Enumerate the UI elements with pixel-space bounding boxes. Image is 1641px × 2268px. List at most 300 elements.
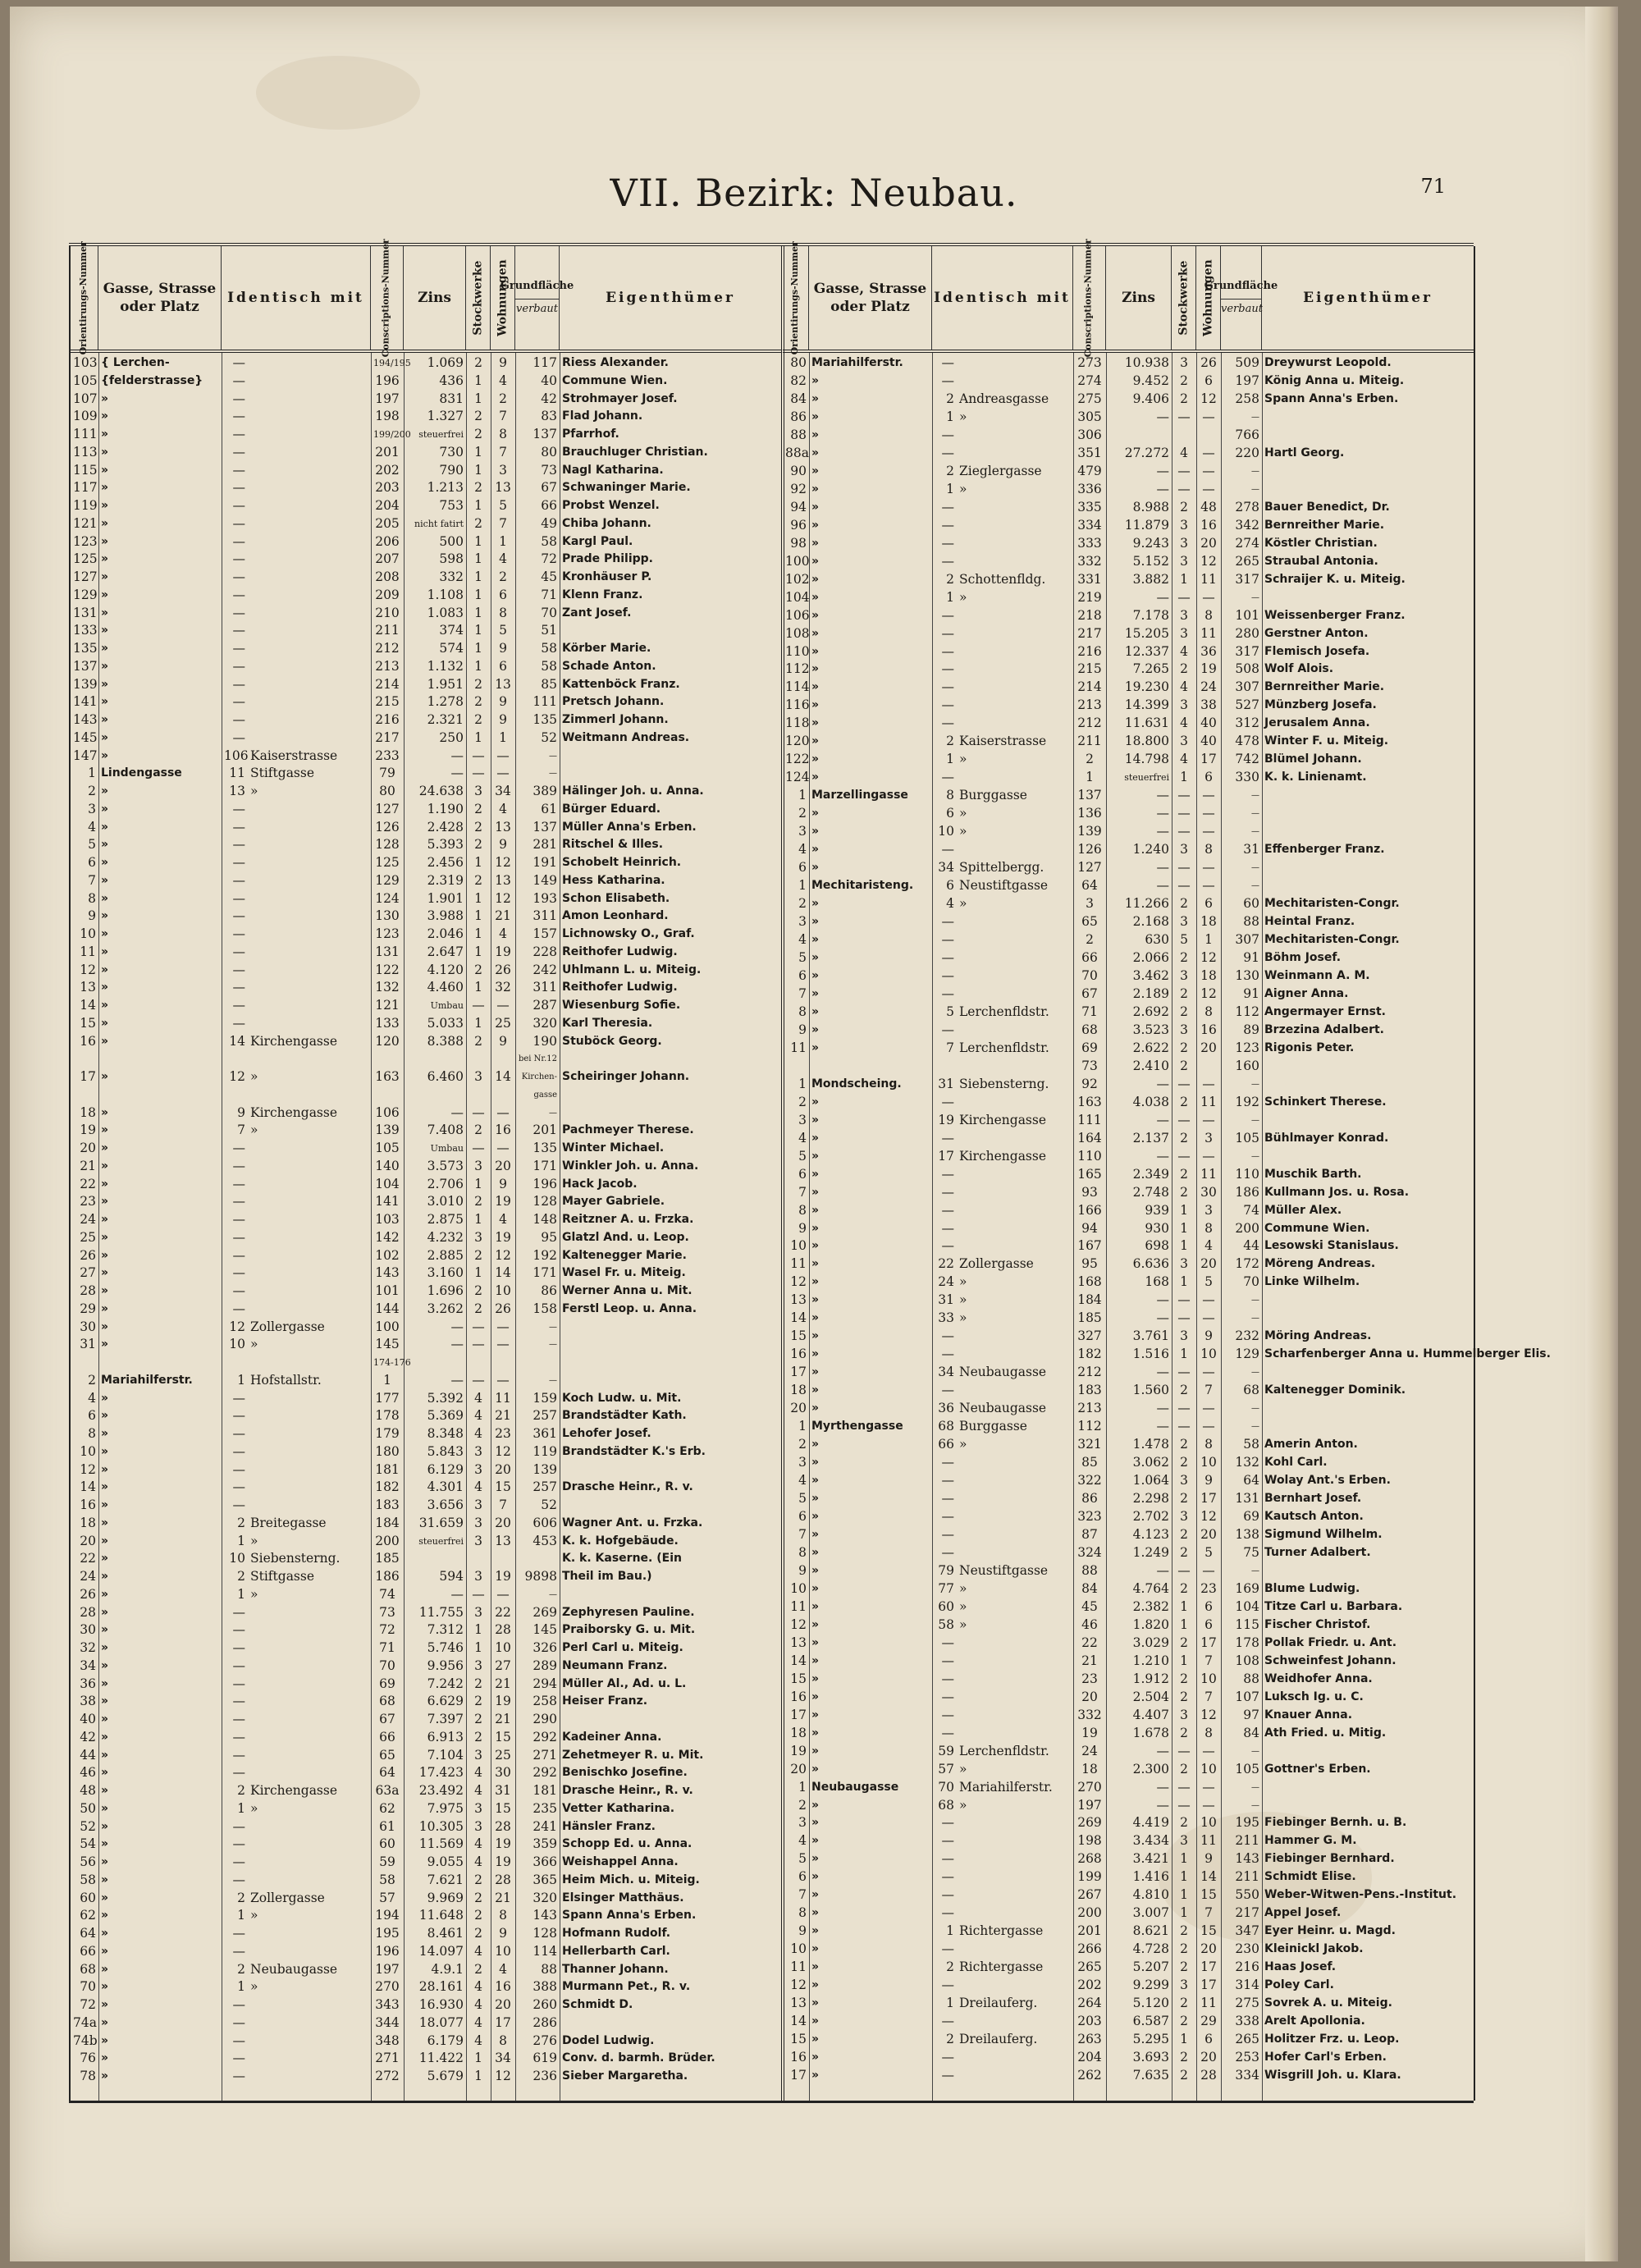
cell-storeys: 1 (474, 1265, 482, 1281)
cell-storeys: 4 (474, 1979, 482, 1995)
cell-conscription-number: 263 (1077, 2032, 1102, 2047)
cell-ground-area: — (1251, 1079, 1259, 1089)
cell-conscription-number: 86 (1081, 1491, 1098, 1507)
cell-conscription-number: 177 (375, 1390, 400, 1406)
cell-identical-number: 10 (229, 1337, 245, 1352)
cell-rent: 5.207 (1132, 1959, 1169, 1975)
cell-dwellings: 1 (1204, 932, 1213, 947)
cell-storeys: 3 (1180, 517, 1188, 533)
cell-ground-area: 97 (1243, 1707, 1259, 1722)
cell-identical-number: 31 (938, 1076, 954, 1091)
cell-conscription-number: 267 (1077, 1887, 1102, 1903)
cell-storeys: 2 (474, 1194, 482, 1209)
cell-identical-street (957, 1220, 1073, 1238)
cell-conscription-number: 204 (375, 498, 400, 513)
cell-orientation-number: 4 (798, 1473, 807, 1488)
cell-storeys: 4 (1180, 679, 1188, 695)
cell-identical-number: 34 (938, 1365, 954, 1380)
cell-street-name: » (101, 1927, 109, 1940)
cell-identical-street (248, 1925, 371, 1943)
cell-orientation-number: 4 (798, 932, 807, 947)
cell-identical-street (957, 1814, 1073, 1832)
cell-rent: — (1156, 1797, 1169, 1813)
cell-orientation-number: 7 (798, 985, 807, 1001)
cell-rent: 753 (439, 498, 464, 513)
cell-owner: K. k. Hofgebäude. (562, 1534, 679, 1548)
cell-identical-street (248, 1461, 371, 1479)
cell-ground-area: 314 (1235, 1978, 1259, 1993)
table-row (783, 823, 1474, 841)
cell-owner: Neumann Franz. (562, 1658, 668, 1672)
cell-ground-area: 69 (1243, 1509, 1259, 1524)
cell-ground-area: 766 (1235, 427, 1259, 442)
cell-storeys: 3 (1180, 607, 1188, 623)
cell-owner: Jerusalem Anna. (1264, 716, 1370, 730)
cell-dwellings: 8 (1204, 1004, 1213, 1019)
cell-ground-area: 195 (1235, 1815, 1259, 1831)
page-number: 71 (1420, 175, 1446, 198)
cell-dwellings: 10 (1200, 1761, 1217, 1776)
cell-orientation-number: 12 (80, 1461, 96, 1477)
cell-conscription-number: 180 (375, 1443, 400, 1459)
left-header-rent (404, 246, 466, 350)
cell-street-name: » (811, 608, 820, 622)
cell-identical-street (957, 373, 1073, 391)
cell-orientation-number: 113 (73, 444, 98, 460)
cell-conscription-number: 268 (1077, 1851, 1102, 1867)
table-row (783, 805, 1474, 823)
cell-street-name: Lindengasse (101, 766, 182, 780)
cell-identical-number: — (232, 373, 245, 388)
cell-storeys: 1 (474, 658, 482, 674)
table-row (783, 354, 1474, 373)
cell-identical-street: Neubaugasse (959, 1401, 1047, 1416)
table-row (71, 587, 781, 605)
cell-storeys: 2 (1180, 1941, 1188, 1957)
cell-conscription-number: 348 (375, 2033, 400, 2048)
cell-dwellings: — (1202, 1076, 1215, 1091)
table-row (783, 445, 1474, 463)
cell-street-name: » (101, 820, 109, 834)
cell-street-name: » (811, 1762, 820, 1776)
cell-storeys: 2 (1180, 1455, 1188, 1470)
cell-owner: Böhm Josef. (1264, 950, 1342, 964)
cell-rent: — (450, 1319, 464, 1334)
cell-ground-area: 550 (1235, 1887, 1259, 1903)
cell-ground-area: 58 (541, 658, 557, 674)
cell-orientation-number: 19 (80, 1123, 96, 1138)
cell-identical-street: Lerchenfldstr. (959, 1040, 1049, 1055)
cell-ground-area: 216 (1235, 1959, 1259, 1975)
cell-storeys: 1 (474, 1212, 482, 1227)
cell-dwellings: — (496, 998, 510, 1013)
cell-rent: 3.029 (1132, 1635, 1169, 1650)
cell-owner: Kautsch Anton. (1264, 1510, 1364, 1523)
cell-storeys: 2 (1180, 2068, 1188, 2083)
cell-storeys: 4 (1180, 716, 1188, 731)
cell-conscription-number: 100 (375, 1319, 400, 1334)
cell-conscription-number: 106 (375, 1104, 400, 1120)
cell-rent: 1.108 (427, 587, 464, 602)
cell-storeys: 1 (474, 569, 482, 584)
cell-rent: — (1156, 1076, 1169, 1091)
cell-orientation-number: 5 (88, 837, 96, 853)
cell-identical-street (248, 1193, 371, 1211)
cell-identical-street (248, 354, 371, 373)
cell-identical-street (957, 949, 1073, 967)
cell-storeys: 4 (474, 1854, 482, 1869)
cell-street-name: » (811, 1275, 820, 1289)
cell-dwellings: 28 (495, 1872, 511, 1887)
cell-identical-street (957, 1237, 1073, 1255)
cell-rent: 28.161 (418, 1979, 464, 1995)
cell-identical-street (248, 1854, 371, 1872)
cell-rent: 250 (439, 729, 464, 745)
cell-rent: 7.178 (1132, 607, 1169, 623)
cell-owner: Winter F. u. Miteig. (1264, 734, 1389, 748)
cell-street-name: » (101, 1766, 109, 1780)
cell-conscription-number: 72 (379, 1622, 395, 1638)
cell-identical-street (248, 2050, 371, 2068)
cell-dwellings: — (496, 1141, 510, 1155)
cell-ground-area: 478 (1235, 734, 1259, 749)
cell-identical-number: — (941, 1689, 954, 1704)
cell-rent: — (1156, 589, 1169, 605)
cell-street-name: » (811, 716, 820, 730)
cell-identical-number: 1 (946, 481, 954, 496)
cell-storeys: — (472, 766, 485, 781)
cell-identical-number: — (232, 998, 245, 1013)
cell-dwellings: 9 (499, 712, 507, 727)
cell-storeys: 1 (1180, 1616, 1188, 1632)
table-row (783, 769, 1474, 787)
cell-rent: 4.728 (1132, 1941, 1169, 1957)
cell-rent: 19.230 (1124, 679, 1169, 695)
cell-owner: Werner Anna u. Mit. (562, 1284, 693, 1297)
cell-orientation-number (71, 1086, 98, 1104)
cell-conscription-number: 197 (375, 1961, 400, 1977)
table-row (783, 1797, 1474, 1815)
cell-owner (1262, 805, 1474, 823)
cell-identical-street (957, 1832, 1073, 1850)
table-row (783, 1436, 1474, 1454)
cell-orientation-number: 123 (73, 533, 98, 549)
cell-ground-area: 112 (1235, 1004, 1259, 1019)
cell-owner (1262, 859, 1474, 877)
cell-dwellings: 4 (499, 1961, 507, 1977)
table-row (783, 1310, 1474, 1328)
cell-identical-number: 33 (938, 1310, 954, 1326)
cell-identical-number: — (232, 515, 245, 531)
cell-orientation-number: 117 (73, 480, 98, 496)
cell-ground-area: — (549, 1589, 557, 1599)
cell-ground-area: 123 (1235, 1040, 1259, 1055)
cell-identical-number: 1 (946, 1923, 954, 1939)
cell-storeys: 5 (1180, 932, 1188, 947)
cell-street-name: » (811, 915, 820, 929)
cell-storeys: 2 (474, 1694, 482, 1709)
cell-rent: 1.560 (1132, 1383, 1169, 1398)
cell-identical-number: 70 (938, 1779, 954, 1795)
cell-rent: 2.456 (427, 855, 464, 870)
cell-street-name (809, 1058, 932, 1076)
cell-conscription-number: 141 (375, 1194, 400, 1209)
cell-owner: Perl Carl u. Miteig. (562, 1641, 683, 1654)
cell-conscription-number: 67 (379, 1712, 395, 1726)
cell-identical-street: Neubaugasse (250, 1961, 338, 1977)
cell-dwellings: — (1202, 445, 1215, 460)
cell-identical-number: 2 (237, 1515, 245, 1530)
cell-identical-street: Zieglergasse (959, 463, 1042, 478)
cell-storeys: 2 (1180, 1725, 1188, 1740)
cell-storeys: 2 (474, 712, 482, 727)
cell-street-name: » (811, 1527, 820, 1541)
cell-street-name: » (101, 409, 109, 423)
cell-owner: Reithofer Ludwig. (562, 981, 678, 995)
cell-owner (1262, 1418, 1474, 1436)
cell-rent: 1.678 (1132, 1725, 1169, 1740)
cell-street-name: » (811, 1185, 820, 1199)
cell-identical-street (248, 605, 371, 623)
cell-ground-area: — (1251, 1746, 1259, 1756)
cell-identical-street (957, 535, 1073, 553)
cell-rent: 2.382 (1132, 1598, 1169, 1614)
cell-owner: Heiser Franz. (562, 1694, 648, 1708)
cell-street-name: » (101, 1516, 109, 1530)
cell-dwellings: 28 (495, 1818, 511, 1834)
cell-identical-street (248, 515, 371, 533)
cell-identical-number: — (941, 1869, 954, 1885)
cell-orientation-number: 3 (798, 1112, 807, 1127)
cell-rent (404, 1550, 466, 1568)
cell-conscription-number: 143 (375, 1265, 400, 1281)
left-header-label: Zins (418, 289, 451, 306)
cell-dwellings: 10 (1200, 1671, 1217, 1686)
cell-rent: 5.369 (427, 1408, 464, 1424)
cell-ground-area: 290 (533, 1712, 557, 1726)
left-header-conscription-number (371, 238, 404, 358)
cell-street-name: { Lerchen- (101, 356, 170, 369)
cell-identical-street (248, 1658, 371, 1676)
cell-orientation-number: 141 (73, 694, 98, 710)
cell-street-name: » (811, 1870, 820, 1884)
cell-street-name: » (101, 1213, 109, 1226)
cell-dwellings: — (496, 1104, 510, 1120)
cell-ground-area: 138 (1235, 1526, 1259, 1542)
cell-ground-area: — (1251, 1115, 1259, 1125)
cell-ground-area: 130 (1235, 967, 1259, 983)
cell-conscription-number: 333 (1077, 535, 1102, 551)
cell-orientation-number: 88a (785, 445, 809, 460)
cell-dwellings: 32 (495, 980, 511, 995)
cell-rent: 4.764 (1132, 1580, 1169, 1596)
cell-rent: — (450, 1372, 464, 1388)
cell-owner: Reithofer Ludwig. (562, 944, 678, 958)
cell-rent: 1.132 (427, 658, 464, 674)
cell-conscription-number: 121 (375, 998, 400, 1013)
cell-street-name: » (811, 536, 820, 550)
cell-identical-street: Kaiserstrasse (959, 734, 1047, 749)
table-row (71, 658, 781, 676)
cell-street-name: » (101, 1105, 109, 1119)
cell-conscription-number: 71 (379, 1640, 395, 1655)
table-row (71, 1050, 781, 1068)
cell-storeys: 2 (474, 819, 482, 834)
cell-ground-area: 149 (533, 872, 557, 888)
cell-rent: — (1156, 1310, 1169, 1326)
right-rows (783, 354, 1551, 2085)
cell-conscription-number: 85 (1081, 1455, 1098, 1470)
cell-conscription-number: 321 (1077, 1437, 1102, 1452)
cell-storeys: 4 (474, 2033, 482, 2048)
cell-owner: Flad Johann. (562, 409, 643, 423)
cell-storeys: 1 (1180, 770, 1188, 785)
cell-storeys: 1 (474, 1622, 482, 1638)
cell-identical-number: — (232, 890, 245, 906)
cell-ground-area: 365 (533, 1872, 557, 1887)
cell-conscription-number: 79 (379, 766, 395, 781)
cell-ground-area (515, 1354, 560, 1372)
table-row (71, 354, 781, 373)
cell-dwellings: 11 (1200, 1094, 1217, 1109)
cell-identical-number: — (941, 1707, 954, 1722)
cell-rent: 11.569 (418, 1836, 464, 1852)
cell-dwellings: 1 (499, 533, 507, 549)
cell-storeys: 2 (474, 355, 482, 370)
cell-orientation-number: 25 (80, 1229, 96, 1245)
cell-orientation-number: 40 (80, 1712, 96, 1726)
cell-identical-street (957, 1544, 1073, 1562)
cell-street-name: » (811, 1888, 820, 1902)
cell-ground-area: 45 (541, 569, 557, 584)
cell-identical-number: 60 (938, 1598, 954, 1614)
cell-conscription-number: 270 (375, 1979, 400, 1995)
cell-dwellings: — (1202, 1148, 1215, 1164)
cell-identical-street: » (959, 1292, 967, 1308)
table-row (783, 373, 1474, 391)
cell-ground-area: 191 (533, 855, 557, 870)
cell-ground-area: 453 (533, 1533, 557, 1548)
cell-rent: 698 (1145, 1238, 1169, 1254)
cell-owner: Vetter Katharina. (562, 1801, 675, 1815)
cell-storeys: 2 (1180, 1580, 1188, 1596)
table-row (71, 1550, 781, 1568)
cell-owner: Elsinger Matthäus. (562, 1891, 684, 1904)
cell-owner: Kadeiner Anna. (562, 1730, 662, 1744)
cell-owner (1262, 1148, 1474, 1166)
cell-dwellings: 26 (495, 1301, 511, 1316)
cell-identical-number: — (232, 872, 245, 888)
cell-storeys (1172, 427, 1196, 445)
table-row (783, 1508, 1474, 1526)
cell-rent: — (1156, 409, 1169, 424)
table-row (783, 535, 1474, 553)
table-row (71, 551, 781, 569)
cell-dwellings: 17 (1200, 1978, 1217, 1993)
table-row (783, 697, 1474, 715)
cell-dwellings: 9 (499, 1926, 507, 1941)
cell-conscription-number: 144 (375, 1301, 400, 1316)
cell-identical-street (957, 643, 1073, 661)
cell-street-name: » (101, 1872, 109, 1886)
table-row (71, 1229, 781, 1247)
cell-identical-number: — (232, 1443, 245, 1459)
cell-conscription-number: 203 (1077, 2014, 1102, 2029)
cell-street-name: » (811, 1924, 820, 1938)
cell-dwellings: 6 (499, 658, 507, 674)
cell-dwellings: 19 (495, 1569, 511, 1584)
cell-ground-area: 114 (533, 1943, 557, 1959)
cell-rent: — (1156, 824, 1169, 839)
cell-rent: steuerfrei (1124, 772, 1169, 784)
cell-dwellings: 12 (495, 890, 511, 906)
cell-rent: 939 (1145, 1202, 1169, 1218)
table-row (783, 859, 1474, 877)
cell-orientation-number: 2 (798, 1437, 807, 1452)
cell-owner: Knauer Anna. (1264, 1708, 1353, 1722)
cell-owner: Prade Philipp. (562, 552, 653, 566)
cell-conscription-number: 59 (379, 1854, 395, 1869)
cell-rent: 4.9.1 (431, 1961, 464, 1977)
cell-owner (560, 765, 781, 783)
cell-identical-street (248, 1996, 371, 2014)
cell-orientation-number: 52 (80, 1818, 96, 1834)
cell-owner: Karl Theresia. (562, 1016, 653, 1030)
cell-identical-street (957, 931, 1073, 949)
cell-dwellings: 8 (1204, 1437, 1213, 1452)
cell-owner: Kattenböck Franz. (562, 677, 680, 691)
cell-identical-number: 17 (938, 1148, 954, 1164)
cell-identical-number: — (232, 2014, 245, 2030)
cell-orientation-number: 5 (798, 1491, 807, 1507)
cell-ground-area: — (549, 751, 557, 761)
cell-rent: 7.621 (427, 1872, 464, 1887)
cell-identical-street: » (959, 1580, 967, 1596)
cell-identical-street (248, 1229, 371, 1247)
table-row (783, 553, 1474, 571)
cell-street-name: Mariahilferstr. (811, 356, 903, 369)
cell-orientation-number: 7 (798, 1184, 807, 1200)
cell-street-name: » (101, 1480, 109, 1494)
table-row (783, 913, 1474, 931)
cell-orientation-number: 4 (88, 819, 96, 834)
cell-identical-number: — (232, 944, 245, 959)
cell-dwellings: 31 (495, 1783, 511, 1798)
cell-orientation-number (783, 1058, 809, 1076)
cell-conscription-number: 183 (375, 1498, 400, 1512)
cell-rent: 8.388 (427, 1033, 464, 1049)
cell-owner (560, 1711, 781, 1729)
cell-identical-street (248, 676, 371, 694)
cell-street-name: » (101, 1998, 109, 2011)
cell-identical-street: Dreilauferg. (959, 1996, 1038, 2011)
cell-ground-area: 58 (541, 641, 557, 656)
table-row (783, 1832, 1474, 1850)
cell-storeys: 2 (1180, 1689, 1188, 1704)
cell-ground-area: 260 (533, 1997, 557, 2012)
cell-identical-number: — (232, 2033, 245, 2048)
cell-orientation-number: 8 (88, 890, 96, 906)
table-row (783, 733, 1474, 751)
cell-identical-number: — (232, 2051, 245, 2066)
cell-owner: König Anna u. Miteig. (1264, 373, 1405, 387)
cell-orientation-number: 20 (790, 1761, 807, 1776)
cell-identical-street (248, 479, 371, 497)
cell-street-name: » (101, 534, 109, 548)
cell-identical-number: 1 (946, 589, 954, 605)
cell-storeys: 2 (474, 676, 482, 692)
cell-owner (560, 1586, 781, 1604)
